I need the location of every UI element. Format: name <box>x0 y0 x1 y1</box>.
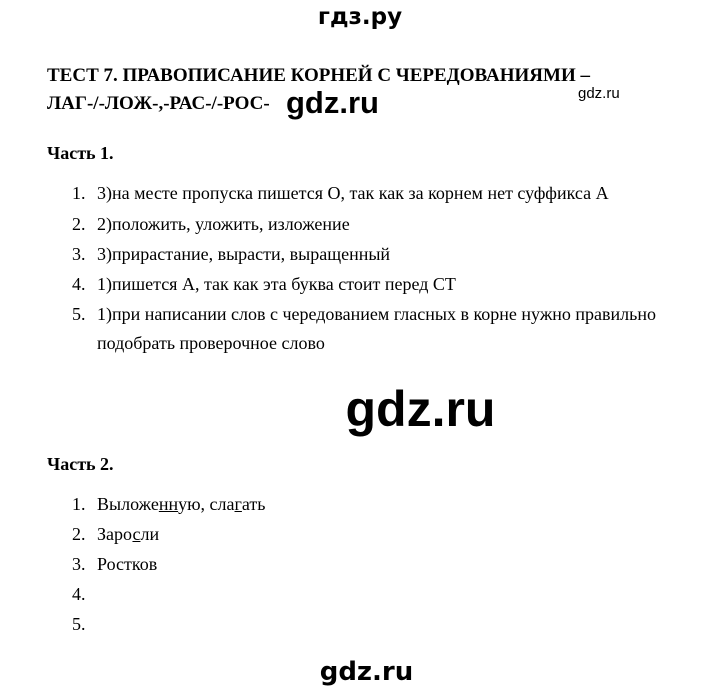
item-text: Заросли <box>97 524 160 544</box>
part1-heading: Часть 1. <box>47 143 114 163</box>
item-number: 3. <box>72 244 86 264</box>
item-number: 2. <box>72 524 86 544</box>
item-text: 1)пишется А, так как эта буква стоит перед СТ <box>97 274 456 294</box>
item-text <box>97 584 102 604</box>
underlined-spelling: с <box>132 524 141 544</box>
list-item <box>72 610 662 639</box>
title-line-2: ЛАГ-/-ЛОЖ-,-РАС-/-РОС- <box>47 93 270 114</box>
item-text <box>97 614 102 634</box>
item-number: 1. <box>72 494 86 514</box>
list-item <box>72 270 662 299</box>
site-header-logo: гдз.ру <box>317 4 403 30</box>
item-number: 1. <box>72 183 86 203</box>
item-text: 3)на месте пропуска пишется О, так как за корнем нет суффикса А <box>97 183 609 203</box>
title-line-1: ТЕСТ 7. ПРАВОПИСАНИЕ КОРНЕЙ С ЧЕРЕДОВАНИЯМИ – <box>47 65 590 86</box>
item-text: 1)при написании слов с чередованием гласных в корне нужно правильно подобрать проверочное слово <box>97 304 656 353</box>
item-text: 2)положить, уложить, изложение <box>97 214 350 234</box>
part2-answer-list <box>72 490 662 640</box>
watermark-inline: gdz.ru <box>286 85 379 120</box>
watermark-small: gdz.ru <box>578 85 620 102</box>
item-number: 3. <box>72 554 86 574</box>
item-text: Ростков <box>97 554 158 574</box>
watermark-center: gdz.ru <box>345 381 496 437</box>
list-item <box>72 520 662 549</box>
list-item <box>72 300 662 358</box>
list-item <box>72 580 662 609</box>
list-item <box>72 210 662 239</box>
item-number: 4. <box>72 274 86 294</box>
list-item <box>72 490 662 519</box>
footer-watermark: gdz.ru <box>319 657 414 687</box>
list-item <box>72 179 662 208</box>
underlined-spelling: нн <box>158 494 179 514</box>
part2-heading: Часть 2. <box>47 454 114 474</box>
underlined-spelling: г <box>234 494 242 514</box>
item-text: Выложенную, слагать <box>97 494 266 514</box>
list-item <box>72 240 662 269</box>
item-number: 2. <box>72 214 86 234</box>
item-text: 3)прирастание, вырасти, выращенный <box>97 244 391 264</box>
item-number: 5. <box>72 614 86 634</box>
part1-answer-list <box>72 179 662 359</box>
item-number: 5. <box>72 304 86 324</box>
list-item <box>72 550 662 579</box>
item-number: 4. <box>72 584 86 604</box>
